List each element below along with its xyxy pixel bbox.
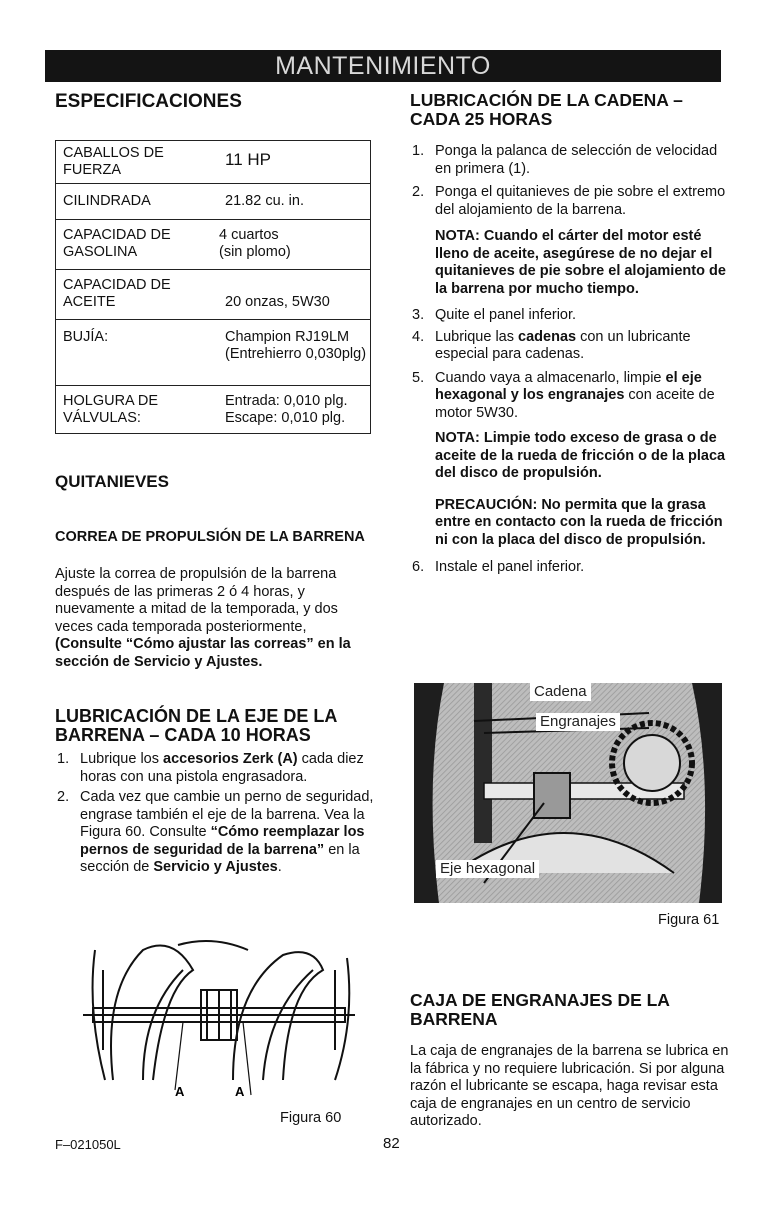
specs-title: ESPECIFICACIONES [55, 91, 242, 112]
list-number: 1. [57, 751, 70, 767]
zerk-label-a1: A [175, 1084, 185, 1099]
spec-label: CABALLOS DE FUERZA [56, 141, 214, 184]
list-number: 4. [412, 328, 425, 345]
spec-value: Entrada: 0,010 plg. Escape: 0,010 plg. [213, 386, 371, 434]
list-number: 2. [412, 184, 425, 200]
list-item [410, 329, 730, 364]
list-item [410, 143, 730, 178]
list-item [55, 789, 375, 877]
figure-60-caption: Figura 60 [280, 1110, 342, 1126]
list-item [55, 751, 375, 786]
quitanieves-title: QUITANIEVES [55, 472, 169, 491]
item-text: Lubrique las [435, 328, 519, 345]
item-text: con aceite de motor 5W30. [435, 387, 715, 421]
left-column [55, 91, 375, 112]
auger-illustration [83, 930, 355, 1100]
correa-text [55, 566, 375, 671]
list-number: 6. [412, 559, 425, 575]
list-item [410, 370, 730, 423]
note-carter: NOTA: Cuando el cárter del motor esté lleno de aceite, asegúrese de no dejar el quitanieves de pie sobre el alojamiento de la barrena por mucho tiempo. [435, 228, 726, 297]
note-friccion: NOTA: Limpie todo exceso de grasa o de aceite de la rueda de fricción o de la placa del disco de propulsión. [435, 430, 726, 481]
item-text: Quite el panel inferior. [435, 307, 577, 323]
item-text: Instale el panel inferior. [435, 559, 585, 575]
table-row [56, 220, 371, 270]
item-bold: accesorios Zerk (A) [163, 751, 298, 767]
cadena-title: LUBRICACIÓN DE LA CADENA – CADA 25 HORAS [410, 90, 683, 129]
correa-subtitle: CORREA DE PROPULSIÓN DE LA BARRENA [55, 529, 365, 545]
callout-eje-hexagonal: Eje hexagonal [436, 860, 539, 878]
item-text: Lubrique los [80, 751, 164, 767]
table-row [56, 320, 371, 386]
cadena-section [410, 91, 730, 577]
item-bold: “Cómo reemplazar los pernos de seguridad de la barrena” [80, 824, 365, 858]
caja-title: CAJA DE ENGRANAJES DE LA BARRENA [410, 990, 670, 1029]
item-text: Ponga la palanca de selección de velocidad en primera (1). [435, 143, 718, 177]
item-text: cada diez horas con una pistola engrasadora. [80, 751, 364, 785]
item-text: Cada vez que cambie un perno de seguridad, engrase también el eje de la barrena. Vea la Figura 60. Consulte [80, 789, 374, 840]
figure-61-caption: Figura 61 [658, 912, 720, 928]
list-number: 1. [412, 143, 425, 159]
list-number: 5. [412, 369, 425, 386]
eje-title: LUBRICACIÓN DE LA EJE DE LA BARRENA – CADA 10 HORAS [55, 706, 337, 745]
spec-label: CILINDRADA [56, 184, 214, 220]
spec-value: 11 HP [213, 141, 371, 184]
cadena-list-b [410, 307, 730, 422]
item-text: . [277, 859, 282, 875]
spec-value: 20 onzas, 5W30 [213, 270, 371, 320]
list-item [410, 184, 730, 219]
caja-text: La caja de engranajes de la barrena se lubrica en la fábrica y no requiere lubricación. Si por alguna razón el lubricante se escapa, haga revisar esta caja de engranajes en un centro de servicio autorizado. [410, 1043, 729, 1129]
correa-text-bold: (Consulte “Cómo ajustar las correas” en la sección de Servicio y Ajustes. [55, 636, 351, 670]
item-bold: cadenas [518, 328, 577, 345]
spec-label: HOLGURA DE VÁLVULAS: [56, 386, 214, 434]
table-row [56, 141, 371, 184]
table-row [56, 270, 371, 320]
quitanieves-section [55, 472, 375, 671]
caja-section [410, 991, 730, 1131]
table-row [56, 184, 371, 220]
item-text: en la sección de [80, 841, 360, 875]
spec-label: CAPACIDAD DE GASOLINA [56, 220, 214, 270]
chain-gear-photo [414, 683, 722, 903]
correa-text-plain: Ajuste la correa de propulsión de la barrena después de las primeras 2 ó 4 horas, y nuevamente a mitad de la temporada, y dos veces cada temporada posteriormente, [55, 566, 338, 635]
callout-engranajes: Engranajes [536, 713, 620, 731]
list-item [410, 307, 730, 325]
page-number: 82 [383, 1135, 400, 1152]
zerk-label-a2: A [235, 1084, 245, 1099]
item-text: Cuando vaya a almacenarlo, limpie [435, 369, 666, 386]
cadena-list-c [410, 559, 730, 577]
document-code: F–021050L [55, 1137, 121, 1152]
item-text: Ponga el quitanieves de pie sobre el extremo del alojamiento de la barrena. [435, 184, 726, 218]
section-banner: MANTENIMIENTO [45, 50, 721, 82]
spec-label: BUJÍA: [56, 320, 214, 386]
spec-value: 4 cuartos (sin plomo) [213, 220, 371, 270]
eje-section [55, 707, 375, 877]
item-bold: Servicio y Ajustes [153, 859, 278, 875]
spec-label: CAPACIDAD DE ACEITE [56, 270, 214, 320]
item-bold: el eje hexagonal y los engranajes [435, 369, 702, 403]
spec-value: 21.82 cu. in. [213, 184, 371, 220]
cadena-list-a [410, 143, 730, 219]
callout-cadena: Cadena [530, 683, 591, 701]
caution-grasa: PRECAUCIÓN: No permita que la grasa entre en contacto con la rueda de fricción ni con la placa del disco de propulsión. [435, 496, 723, 548]
eje-list [55, 751, 375, 877]
spec-value: Champion RJ19LM (Entrehierro 0,030plg) [213, 320, 371, 386]
table-row [56, 386, 371, 434]
list-item [410, 559, 730, 577]
specs-table [55, 140, 371, 434]
item-text: con un lubricante especial para cadenas. [435, 328, 691, 362]
list-number: 2. [57, 789, 70, 805]
list-number: 3. [412, 307, 425, 323]
